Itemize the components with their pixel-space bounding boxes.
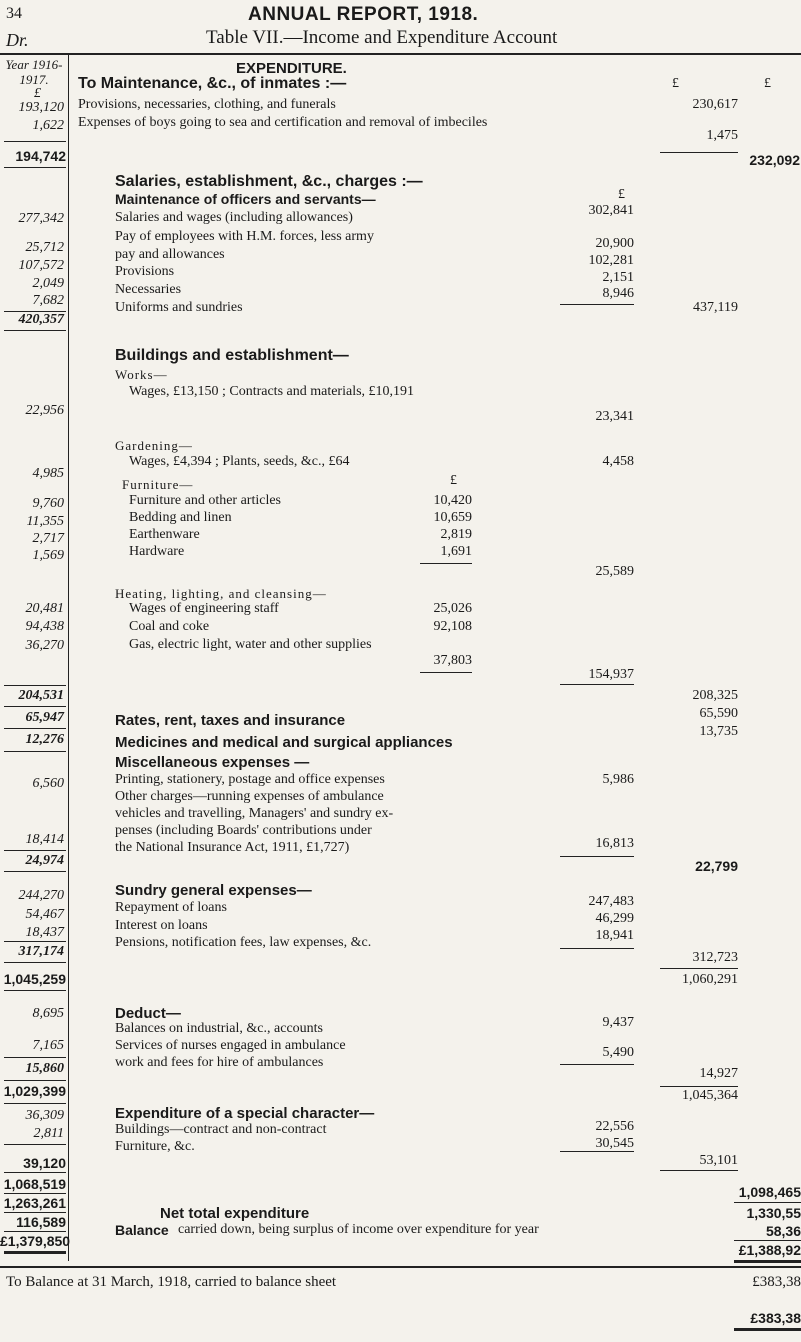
table-title: Table VII.—Income and Expenditure Account xyxy=(206,27,558,48)
heat-label-2: Coal and coke xyxy=(129,619,210,634)
sundry-label-2: Interest on loans xyxy=(115,918,208,933)
salaries-heading: Salaries, establishment, &c., charges :— xyxy=(115,173,423,190)
heat-prev-2: 94,438 xyxy=(25,619,64,634)
other-label-2: vehicles and travelling, Managers' and sundry ex- xyxy=(115,806,394,821)
nurses-label-2: work and fees for hire of ambulances xyxy=(115,1055,324,1070)
inmates-label-2: Expenses of boys going to sea and certification and removal of imbeciles xyxy=(78,115,488,130)
sundry-amount-1: 247,483 xyxy=(588,894,634,909)
furniture-total: 25,589 xyxy=(595,564,634,579)
net-amount-b: 1,330,55 xyxy=(746,1205,801,1221)
special-heading: Expenditure of a special character— xyxy=(115,1105,375,1122)
sundry-prev-1: 244,270 xyxy=(18,888,64,903)
balance-word: Balance xyxy=(115,1222,169,1238)
furn-prev-3: 2,717 xyxy=(32,531,64,546)
sal-label-4: Necessaries xyxy=(115,282,182,297)
inmates-amount-2: 1,475 xyxy=(706,128,738,143)
furn-label-1: Furniture and other articles xyxy=(129,493,282,508)
inmates-total: 232,092 xyxy=(749,152,800,168)
maintenance-subheading: Maintenance of officers and servants— xyxy=(115,191,376,207)
balance-carried-label xyxy=(115,1222,169,1240)
sundry-prev-3: 18,437 xyxy=(25,925,64,940)
subtotal2-prev: 1,029,399 xyxy=(3,1083,66,1099)
sal-amount-2: 20,900 xyxy=(595,236,634,251)
furn-amount-2: 10,659 xyxy=(433,510,472,525)
nurses-label-1: Services of nurses engaged in ambulance xyxy=(115,1038,346,1053)
furn-amount-4: 1,691 xyxy=(440,544,472,559)
works-text: Wages, £13,150 ; Contracts and materials, £10,191 xyxy=(129,384,415,399)
balance-label: carried down, being surplus of income over expenditure for year xyxy=(178,1222,539,1237)
nurses-prev: 7,165 xyxy=(32,1038,64,1053)
gardening-prev: 4,985 xyxy=(32,466,64,481)
other-label-4: the National Insurance Act, 1911, £1,727) xyxy=(115,840,350,855)
special-buildings-prev: 36,309 xyxy=(25,1108,64,1123)
inmates-label-1: Provisions, necessaries, clothing, and funerals xyxy=(78,97,336,112)
sal-label-2: Pay of employees with H.M. forces, less army pay and allowances xyxy=(115,229,374,262)
deduct-prev-total: 15,860 xyxy=(25,1061,64,1076)
sundry-label-1: Repayment of loans xyxy=(115,900,227,915)
subtotal1-amount: 1,060,291 xyxy=(682,972,738,987)
medicines-label: Medicines and medical and surgical appliances xyxy=(115,734,453,751)
special-prev-total: 39,120 xyxy=(23,1155,66,1171)
special-furniture-amount: 30,545 xyxy=(595,1136,634,1151)
sal-amount-1: 302,841 xyxy=(588,203,634,218)
balances-label: Balances on industrial, &c., accounts xyxy=(115,1021,323,1036)
inmates-amount-1: 230,617 xyxy=(692,97,738,112)
gardening-amount: 4,458 xyxy=(602,454,634,469)
special-buildings-amount: 22,556 xyxy=(595,1119,634,1134)
other-prev: 18,414 xyxy=(25,832,64,847)
sundry-label-3: Pensions, notification fees, law expenses, &c. xyxy=(115,935,372,950)
sundry-prev-total: 317,174 xyxy=(18,944,64,959)
misc-prev-total: 24,974 xyxy=(25,853,64,868)
heat-amount-3: 37,803 xyxy=(433,653,472,668)
sal-prev-1: 277,342 xyxy=(18,211,64,226)
sal-prev-2: 25,712 xyxy=(25,240,64,255)
side-label: Dr. xyxy=(6,30,29,50)
sal-label-5: Uniforms and sundries xyxy=(115,300,243,315)
sal-prev-4: 2,049 xyxy=(32,276,64,291)
works-prev: 22,956 xyxy=(25,403,64,418)
heating-label: Heating, lighting, and cleansing— xyxy=(115,586,327,601)
net-prev-2: 1,263,261 xyxy=(3,1195,66,1211)
misc-total: 22,799 xyxy=(695,858,738,874)
footer-label: To Balance at 31 March, 1918, carried to balance sheet xyxy=(6,1274,337,1290)
inmates-heading: To Maintenance, &c., of inmates :— xyxy=(78,75,347,92)
net-amount-a: 1,098,465 xyxy=(738,1184,801,1200)
balance-prev: 116,589 xyxy=(16,1214,66,1230)
furn-amount-1: 10,420 xyxy=(433,493,472,508)
net-prev-1: 1,068,519 xyxy=(3,1176,66,1192)
heat-amount-2: 92,108 xyxy=(433,619,472,634)
printing-prev: 6,560 xyxy=(32,776,64,791)
printing-amount: 5,986 xyxy=(602,772,634,787)
deduct-total: 14,927 xyxy=(699,1066,738,1081)
furniture-label: Furniture— xyxy=(122,477,194,492)
inmates-prev-total: 194,742 xyxy=(15,148,66,164)
printing-label: Printing, stationery, postage and office expenses xyxy=(115,772,385,787)
other-label-3: penses (including Boards' contributions under xyxy=(115,823,372,838)
salaries-total: 437,119 xyxy=(693,300,738,315)
deduct-heading: Deduct— xyxy=(115,1005,181,1022)
sundry-total: 312,723 xyxy=(692,950,738,965)
sal-prev-3: 107,572 xyxy=(18,258,64,273)
grand-total: £1,388,92 xyxy=(738,1242,801,1258)
heat-label-3: Gas, electric light, water and other supplies xyxy=(129,637,372,652)
inmates-prev-2: 1,622 xyxy=(32,118,64,133)
rates-prev: 65,947 xyxy=(25,710,64,725)
buildings-heading: Buildings and establishment— xyxy=(115,347,349,364)
year-column-header: Year 1916-1917. xyxy=(5,57,63,87)
footer-total: £383,38 xyxy=(750,1310,801,1326)
sundry-heading: Sundry general expenses— xyxy=(115,882,312,899)
balances-amount: 9,437 xyxy=(602,1015,634,1030)
works-amount: 23,341 xyxy=(595,409,634,424)
furn-amount-3: 2,819 xyxy=(440,527,472,542)
footer-amount: £383,38 xyxy=(752,1274,801,1290)
furn-label-4: Hardware xyxy=(129,544,185,559)
grand-prev: £1,379,850 xyxy=(0,1233,71,1249)
special-buildings-label: Buildings—contract and non-contract xyxy=(115,1122,327,1137)
furn-prev-2: 11,355 xyxy=(26,514,64,529)
furn-prev-4: 1,569 xyxy=(32,548,64,563)
furn-label-3: Earthenware xyxy=(129,527,200,542)
sal-label-1: Salaries and wages (including allowances) xyxy=(115,210,353,225)
heat-amount-1: 25,026 xyxy=(433,601,472,616)
misc-heading: Miscellaneous expenses — xyxy=(115,754,310,771)
furn-prev-1: 9,760 xyxy=(32,496,64,511)
sundry-amount-3: 18,941 xyxy=(595,928,634,943)
sal-amount-4: 2,151 xyxy=(602,270,634,285)
works-label: Works— xyxy=(115,367,168,382)
buildings-prev-total: 204,531 xyxy=(18,688,64,703)
medicines-amount: 13,735 xyxy=(699,724,738,739)
page-number: 34 xyxy=(6,5,22,22)
report-title: ANNUAL REPORT, 1918. xyxy=(248,4,479,25)
rates-label: Rates, rent, taxes and insurance xyxy=(115,712,346,729)
special-furniture-prev: 2,811 xyxy=(33,1126,64,1141)
special-furniture-label: Furniture, &c. xyxy=(115,1139,195,1154)
buildings-total: 208,325 xyxy=(692,688,738,703)
heating-total: 154,937 xyxy=(588,667,634,682)
rates-amount: 65,590 xyxy=(699,706,738,721)
medicines-prev: 12,276 xyxy=(25,732,64,747)
heat-prev-1: 20,481 xyxy=(25,601,64,616)
sundry-amount-2: 46,299 xyxy=(595,911,634,926)
sal-label-3: Provisions xyxy=(115,264,175,279)
net-total-label: Net total expenditure xyxy=(160,1205,310,1222)
subtotal2-amount: 1,045,364 xyxy=(682,1088,738,1103)
sal-amount-3: 102,281 xyxy=(588,253,634,268)
gardening-text: Wages, £4,394 ; Plants, seeds, &c., £64 xyxy=(129,454,350,469)
year-pound-sign: £ xyxy=(34,86,41,101)
gardening-label: Gardening— xyxy=(115,438,193,453)
sal-amount-5: 8,946 xyxy=(602,286,634,301)
inmates-prev-1: 193,120 xyxy=(18,100,64,115)
other-label-1: Other charges—running expenses of ambulance xyxy=(115,789,384,804)
special-total: 53,101 xyxy=(699,1153,738,1168)
furn-label-2: Bedding and linen xyxy=(129,510,232,525)
pound-col2: £ xyxy=(672,76,679,91)
pound-col3: £ xyxy=(764,76,771,91)
sal-prev-5: 7,682 xyxy=(32,293,64,308)
net-amount-c: 58,36 xyxy=(765,1223,801,1239)
other-amount: 16,813 xyxy=(595,836,634,851)
balances-prev: 8,695 xyxy=(32,1006,64,1021)
sundry-prev-2: 54,467 xyxy=(25,907,64,922)
pound-col1: £ xyxy=(618,187,625,202)
heat-label-1: Wages of engineering staff xyxy=(129,601,279,616)
subtotal1-prev: 1,045,259 xyxy=(3,971,66,987)
salaries-prev-total: 420,357 xyxy=(18,312,64,327)
expenditure-heading: EXPENDITURE. xyxy=(236,60,347,77)
nurses-amount: 5,490 xyxy=(602,1045,634,1060)
heat-prev-3: 36,270 xyxy=(25,638,64,653)
pound-furniture: £ xyxy=(450,473,457,488)
